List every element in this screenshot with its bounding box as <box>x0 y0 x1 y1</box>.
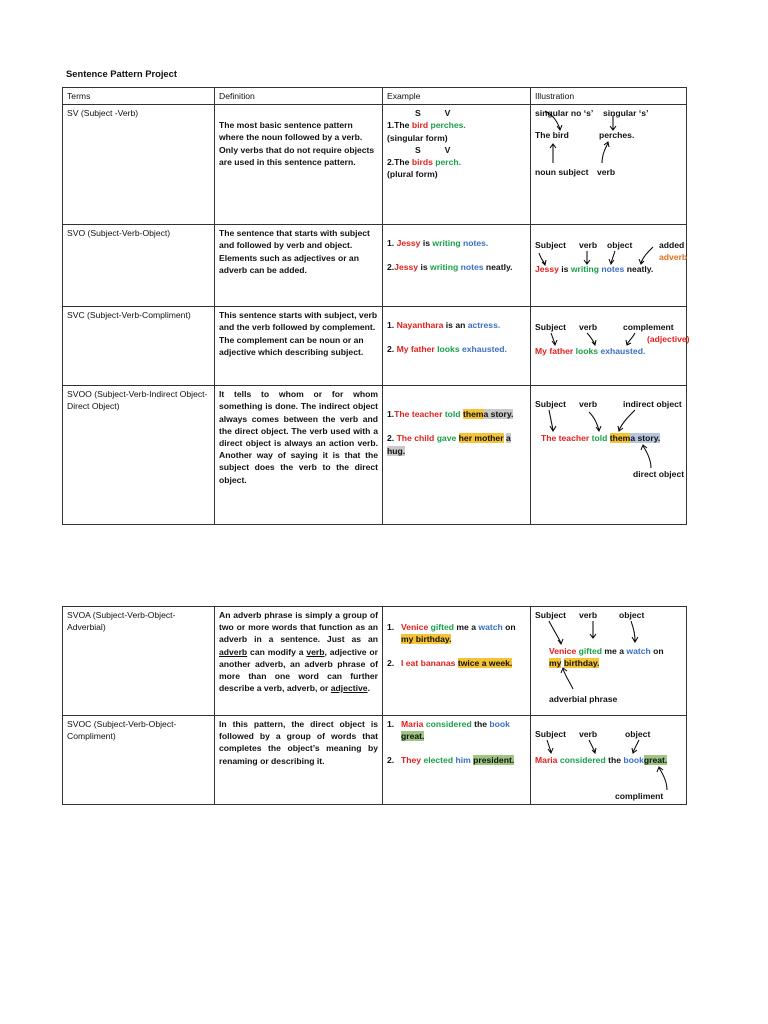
definition-text: The most basic sentence pattern where the noun followed by a verb. Only verbs that do not require objects are used in this sentence pattern. <box>219 120 375 167</box>
example-1 <box>387 237 526 249</box>
definition-text: It tells to whom or for whom something is done. The indirect object always comes between the verb and the direct object. The verb used with a direct object is always an action verb. Another way of saying it is that the subject does the verb to the direct object. <box>219 389 378 485</box>
example-subject: Venice <box>401 622 429 632</box>
example-1 <box>387 119 526 131</box>
term-cell: SVO (Subject-Verb-Object) <box>63 225 215 307</box>
label-subject: Subject <box>535 240 567 251</box>
example-2 <box>387 432 526 456</box>
label-subject: Subject <box>535 610 567 620</box>
label-verb: verb <box>579 240 598 251</box>
label-subject: Subject <box>535 729 567 739</box>
table-row-svo <box>63 225 687 307</box>
illustration-svoo <box>535 388 685 498</box>
example-object: him <box>455 755 471 766</box>
example-word: is <box>422 238 431 249</box>
illus-subject: Venice <box>549 646 577 656</box>
arrows-sv <box>535 107 685 207</box>
example-num: 1. <box>387 719 395 729</box>
definition-text: The sentence that starts with subject and followed by verb and object. Elements such as adjectives or an adverb can be added. <box>219 228 370 275</box>
illus-verb: gifted <box>578 646 603 656</box>
table-row-svoo <box>63 386 687 525</box>
example-num: 1. <box>387 409 395 420</box>
label-verb: verb <box>597 167 616 178</box>
example-verb: gifted <box>430 622 455 632</box>
definition-cell <box>215 607 383 716</box>
example-1 <box>387 319 526 331</box>
pattern-table-2 <box>62 606 687 805</box>
illus-verb: told <box>591 433 608 444</box>
label-singular-no-s: singular no ‘s’ <box>535 108 594 119</box>
arrows-svoc <box>535 718 685 802</box>
example-complement: president. <box>473 755 515 766</box>
example-word: on <box>505 622 516 632</box>
example-2 <box>387 657 526 669</box>
sv-label: S V <box>415 108 451 119</box>
example-cell <box>383 716 531 805</box>
example-object: notes. <box>462 238 489 249</box>
header-example: Example <box>383 88 531 105</box>
example-object: book <box>489 719 510 729</box>
illus-subject: The bird <box>535 130 569 141</box>
label-subject: Subject <box>535 322 567 333</box>
term-cell: SVOC (Subject-Verb-Object-Compliment) <box>63 716 215 805</box>
example-complement: great. <box>401 731 425 742</box>
definition-cell <box>215 386 383 525</box>
example-adverbial: my birthday. <box>401 634 452 645</box>
example-indirect-object: them <box>462 409 484 420</box>
example-subject: Jessy <box>396 238 421 249</box>
example-direct-object: a hug. <box>387 433 511 456</box>
definition-cell <box>215 307 383 386</box>
example-word: the <box>474 719 487 729</box>
label-indirect-object: indirect object <box>623 399 682 410</box>
label-noun-subject: noun subject <box>535 167 589 178</box>
example-complement: actress. <box>467 320 501 331</box>
example-1 <box>387 718 526 742</box>
illus-word: is <box>561 264 569 275</box>
definition-text <box>219 609 378 694</box>
illus-word: on <box>653 646 664 656</box>
table-row-svoa <box>63 607 687 716</box>
label-complement: complement <box>623 322 674 333</box>
example-note: (singular form) <box>387 132 448 143</box>
illus-word: me a <box>604 646 624 656</box>
term-cell: SV (Subject -Verb) <box>63 105 215 225</box>
example-2 <box>387 261 526 273</box>
example-subject: Maria <box>401 719 424 729</box>
arrows-svoa <box>535 609 685 705</box>
link-adjective[interactable]: adjective <box>330 683 368 694</box>
illustration-cell <box>531 607 687 716</box>
definition-part: An adverb phrase is simply a group of two or more words that function as an adverb in a sentence. Just as an <box>219 610 378 645</box>
arrows-svc <box>535 309 685 369</box>
illustration-svc <box>535 309 690 369</box>
example-adverb: neatly. <box>485 262 513 273</box>
illus-object: notes <box>601 264 625 275</box>
example-subject: birds <box>411 157 433 168</box>
example-list <box>387 621 526 670</box>
definition-part: . <box>367 683 370 694</box>
example-num: 2. <box>387 658 395 669</box>
example-cell <box>383 225 531 307</box>
example-subject: They <box>401 755 422 766</box>
table-header-row <box>63 88 687 105</box>
example-cell <box>383 607 531 716</box>
label-verb: verb <box>579 729 598 739</box>
label-verb: verb <box>579 399 598 410</box>
example-subject: The child <box>396 433 435 444</box>
illus-subject: The teacher <box>541 433 590 444</box>
illustration-cell <box>531 716 687 805</box>
illus-subject: Maria <box>535 755 558 765</box>
label-adverb: adverb <box>659 252 688 263</box>
example-subject: Jessy <box>394 262 419 273</box>
example-num: 2. <box>387 433 395 444</box>
illustration-cell <box>531 225 687 307</box>
example-num: 1. <box>387 622 395 632</box>
header-illustration: Illustration <box>531 88 687 105</box>
example-complement: exhausted. <box>462 344 507 355</box>
illustration-svoc <box>535 718 682 802</box>
label-object: object <box>619 610 645 620</box>
table-row-sv <box>63 105 687 225</box>
example-num: 1.The <box>387 120 410 131</box>
illustration-cell <box>531 386 687 525</box>
example-verb: writing <box>430 262 459 273</box>
illus-adverb: neatly. <box>626 264 654 275</box>
example-subject: Nayanthara <box>396 320 444 331</box>
definition-cell <box>215 225 383 307</box>
example-direct-object: a story. <box>483 409 514 420</box>
illustration-cell <box>531 307 690 386</box>
example-1 <box>387 408 526 420</box>
illus-verb: looks <box>575 346 599 357</box>
illus-indirect-object: them <box>609 433 631 444</box>
illus-object: book <box>623 755 644 765</box>
example-adverbial: twice a week. <box>457 658 513 669</box>
example-num: 2. <box>387 755 395 766</box>
example-verb: elected <box>423 755 454 766</box>
example-word: is an <box>445 320 466 331</box>
illus-subject: Jessy <box>535 264 559 275</box>
link-verb[interactable]: verb <box>306 646 325 657</box>
example-verb: looks <box>437 344 460 355</box>
definition-part: , adjective or another adverb, an adverb phrase of more than one word can further describe a verb, adverb, or <box>219 646 378 694</box>
illus-complement: great. <box>643 755 668 765</box>
example-2 <box>387 156 526 168</box>
illus-verb: perches. <box>599 130 635 141</box>
definition-cell <box>215 716 383 805</box>
example-subject: The teacher <box>394 409 443 420</box>
label-object: object <box>607 240 633 251</box>
header-definition: Definition <box>215 88 383 105</box>
label-adjective: (adjective) <box>647 334 690 345</box>
label-subject: Subject <box>535 399 567 410</box>
label-verb: verb <box>579 610 598 620</box>
example-subject: bird <box>411 120 429 131</box>
illustration-svo <box>535 227 688 291</box>
definition-cell <box>215 105 383 225</box>
label-compliment: compliment <box>615 791 664 801</box>
example-verb: considered <box>425 719 472 729</box>
example-indirect-object: her mother <box>458 433 504 444</box>
label-object: object <box>625 729 651 739</box>
illus-object: watch <box>626 646 651 656</box>
illus-complement: exhausted. <box>600 346 646 357</box>
example-verb: writing <box>432 238 461 249</box>
illus-verb: considered <box>559 755 606 765</box>
pattern-table-1 <box>62 87 690 525</box>
illustration-sv <box>535 107 682 207</box>
example-verb: perch. <box>435 157 462 168</box>
example-num: 1. <box>387 238 395 249</box>
definition-text: This sentence starts with subject, verb and the verb followed by complement. The complement can be noun or an adjective which describing subject. <box>219 310 378 357</box>
example-num: 2.The <box>387 157 410 168</box>
arrows-svo <box>535 227 688 291</box>
term-cell: SVOO (Subject-Verb-Indirect Object-Direct Object) <box>63 386 215 525</box>
example-2 <box>387 754 526 766</box>
arrows-svoo <box>535 388 685 498</box>
header-terms: Terms <box>63 88 215 105</box>
example-subject: My father <box>396 344 435 355</box>
illus-verb: writing <box>570 264 600 275</box>
example-word: me a <box>456 622 476 632</box>
illus-word: the <box>608 755 621 765</box>
table-row-svc <box>63 307 687 386</box>
term-cell: SVOA (Subject-Verb-Object-Adverbial) <box>63 607 215 716</box>
example-object: notes <box>460 262 484 273</box>
example-verb: told <box>444 409 461 420</box>
label-singular-s: singular ‘s’ <box>603 108 649 119</box>
example-2 <box>387 343 526 355</box>
definition-text: In this pattern, the direct object is followed by a group of words that completes the object’s meaning by renaming or describing it. <box>219 719 378 766</box>
example-1 <box>387 621 526 645</box>
link-adverb[interactable]: adverb <box>219 646 248 657</box>
illustration-cell <box>531 105 687 225</box>
example-num: 1. <box>387 320 395 331</box>
example-object: watch <box>478 622 503 632</box>
label-adverbial-phrase: adverbial phrase <box>549 694 618 704</box>
example-cell <box>383 386 531 525</box>
table-row-svoc <box>63 716 687 805</box>
sv-label: S V <box>415 144 451 155</box>
label-verb: verb <box>579 322 598 333</box>
example-word: is <box>420 262 428 273</box>
example-num: 2. <box>387 344 395 355</box>
example-num: 2. <box>387 262 395 273</box>
illustration-svoa <box>535 609 682 704</box>
illus-direct-object: a story. <box>630 433 661 444</box>
example-cell <box>383 307 531 386</box>
example-text: I eat bananas <box>401 658 456 669</box>
illus-adverbial: my <box>549 658 562 668</box>
illus-adverbial: birthday. <box>563 658 600 668</box>
definition-part: can modify a <box>247 646 307 657</box>
example-note: (plural form) <box>387 169 438 180</box>
example-list <box>387 718 526 767</box>
example-verb: perches. <box>430 120 466 131</box>
label-added: added <box>659 240 685 251</box>
term-cell: SVC (Subject-Verb-Compliment) <box>63 307 215 386</box>
illus-subject: My father <box>535 346 574 357</box>
example-cell <box>383 105 531 225</box>
label-direct-object: direct object <box>633 469 685 480</box>
page-title: Sentence Pattern Project <box>66 68 177 79</box>
example-verb: gave <box>436 433 457 444</box>
